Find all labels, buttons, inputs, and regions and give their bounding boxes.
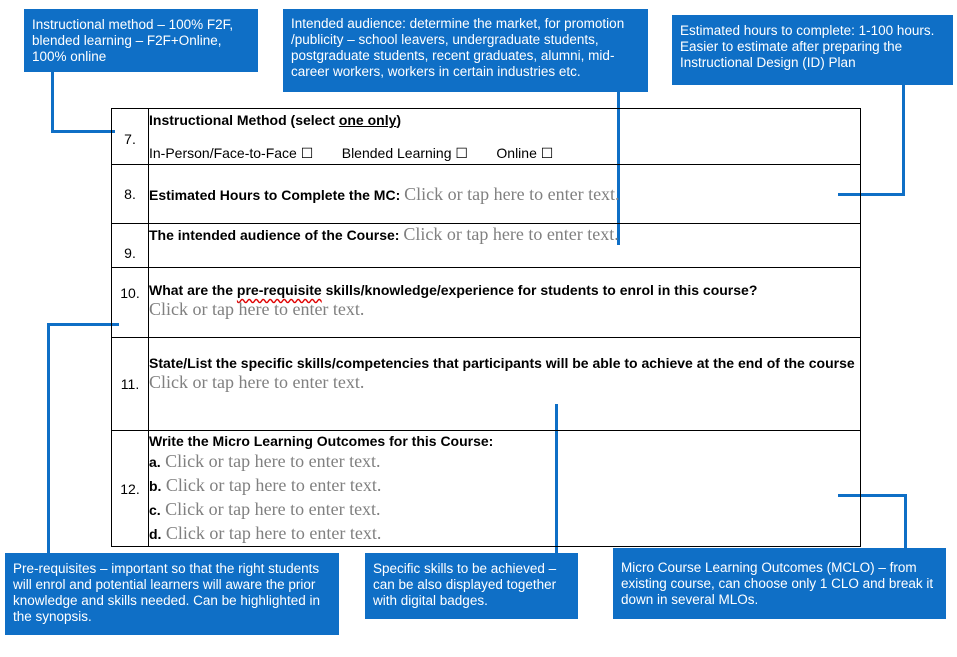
estimated-hours-input[interactable]: Click or tap here to enter text. xyxy=(404,183,620,204)
estimated-hours-cell xyxy=(149,165,861,224)
estimated-hours-label: Estimated Hours to Complete the MC: xyxy=(149,186,405,203)
instructional-method-cell xyxy=(149,109,861,165)
callout-instructional-method: Instructional method – 100% F2F, blended learning – F2F+Online, 100% online xyxy=(24,9,258,72)
table-row xyxy=(112,109,861,165)
row-number: 12. xyxy=(112,431,149,547)
list-item: c. Click or tap here to enter text. xyxy=(149,499,381,519)
list-item: a. Click or tap here to enter text. xyxy=(149,451,381,471)
prerequisite-cell xyxy=(149,268,861,338)
list-item: d. Click or tap here to enter text. xyxy=(149,523,382,543)
course-form-table xyxy=(111,108,861,547)
option-blended-checkbox[interactable]: Blended Learning ☐ xyxy=(341,145,468,161)
option-online-checkbox[interactable]: Online ☐ xyxy=(496,145,554,161)
callout-mclo: Micro Course Learning Outcomes (MCLO) – from existing course, can choose only 1 CLO and break it down in several MLOs. xyxy=(613,548,946,619)
table-row xyxy=(112,338,861,431)
connector-prereq-vertical xyxy=(47,323,50,553)
callout-estimated-hours: Estimated hours to complete: 1-100 hours. Easier to estimate after preparing the Instructional Design (ID) Plan xyxy=(672,15,953,85)
connector-mclo-vertical xyxy=(904,494,907,548)
callout-intended-audience: Intended audience: determine the market, for promotion /publicity – school leavers, undergraduate students, postgraduate students, recent graduates, alumni, mid-career workers, workers in certain industries etc. xyxy=(283,9,648,92)
connector-prereq-horizontal xyxy=(47,323,119,326)
table-row xyxy=(112,224,861,268)
prerequisite-question: What are the pre-requisite skills/knowledge/experience for students to enrol in this course? xyxy=(149,282,758,298)
outcome-b-input[interactable]: Click or tap here to enter text. xyxy=(165,475,382,495)
callout-specific-skills: Specific skills to be achieved – can be also displayed together with digital badges. xyxy=(365,553,578,619)
connector-method-vertical xyxy=(51,72,54,133)
outcome-c-input[interactable]: Click or tap here to enter text. xyxy=(165,499,381,519)
row-number: 11. xyxy=(112,338,149,431)
intended-audience-label: The intended audience of the Course: xyxy=(149,227,404,243)
connector-method-horizontal xyxy=(51,130,115,133)
specific-skills-question: State/List the specific skills/competencies that participants will be able to achieve at the end of the course xyxy=(149,355,855,371)
list-item: b. Click or tap here to enter text. xyxy=(149,475,382,495)
outcome-d-input[interactable]: Click or tap here to enter text. xyxy=(165,523,382,543)
prerequisite-input[interactable]: Click or tap here to enter text. xyxy=(149,299,365,319)
instructional-method-question: Instructional Method (select one only) xyxy=(149,112,402,128)
specific-skills-cell xyxy=(149,338,861,431)
table-row xyxy=(112,268,861,338)
instructional-method-options xyxy=(149,145,860,163)
table-row xyxy=(112,165,861,224)
table-row xyxy=(112,431,861,547)
option-in-person-checkbox[interactable]: In-Person/Face-to-Face ☐ xyxy=(149,145,314,161)
row-number: 10. xyxy=(112,268,149,338)
learning-outcomes-cell xyxy=(149,431,861,547)
row-number: 8. xyxy=(112,165,149,224)
connector-hours-vertical xyxy=(902,85,905,196)
callout-prerequisites: Pre-requisites – important so that the right students will enrol and potential learners will aware the prior knowledge and skills needed. Can be highlighted in the synopsis. xyxy=(5,553,339,635)
specific-skills-input[interactable]: Click or tap here to enter text. xyxy=(149,372,365,392)
row-number: 9. xyxy=(112,224,149,268)
intended-audience-input[interactable]: Click or tap here to enter text. xyxy=(403,224,619,244)
row-number: 7. xyxy=(112,109,149,165)
intended-audience-cell xyxy=(149,224,861,268)
outcome-a-input[interactable]: Click or tap here to enter text. xyxy=(165,451,381,471)
learning-outcomes-question: Write the Micro Learning Outcomes for this Course: xyxy=(149,433,494,449)
